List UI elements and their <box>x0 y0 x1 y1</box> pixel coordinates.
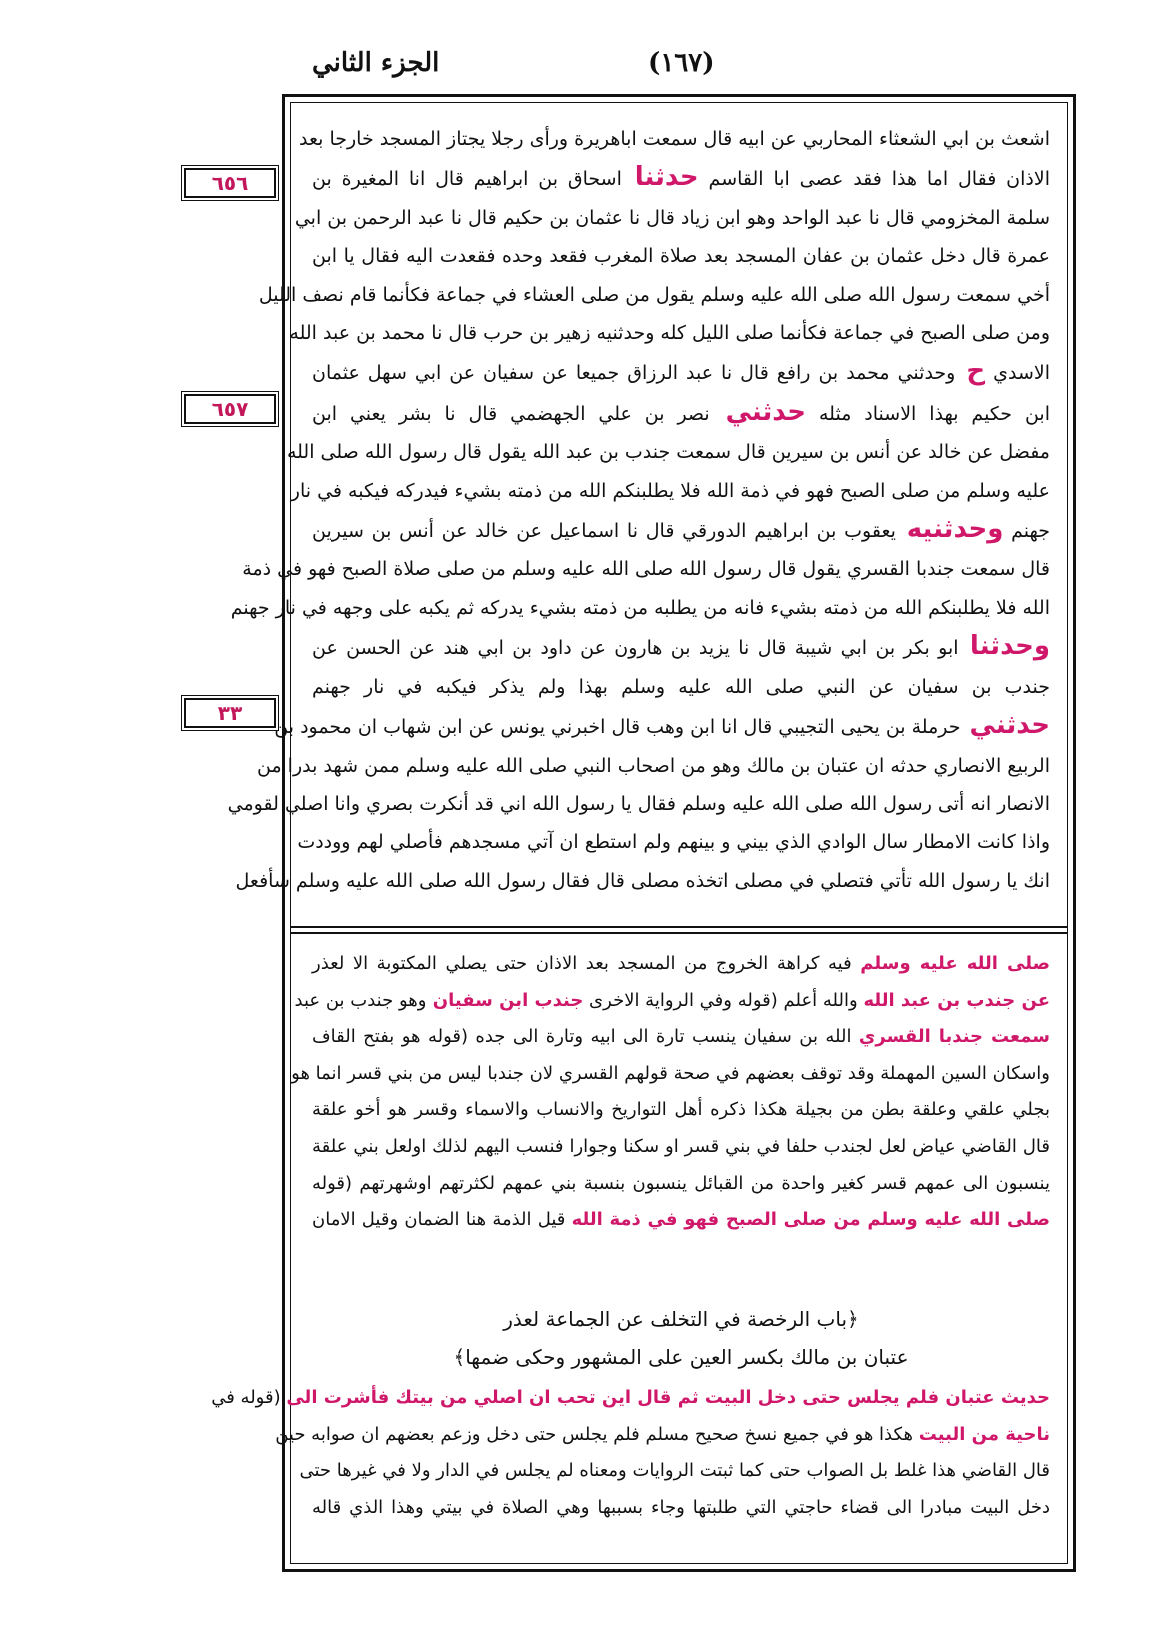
hadith-line <box>235 862 1050 900</box>
hadith-line <box>286 433 1050 471</box>
text-run: الله فلا يطلبنكم الله من ذمته بشيء فانه من يطلبه من ذمته بشيء يدركه ثم يكبه على وجهه في نار جهنم <box>230 596 1050 619</box>
highlighted-quote: سمعت جندبا القسري <box>858 1026 1050 1048</box>
hadith-line <box>257 747 1050 785</box>
chain-keyword: حدثني <box>960 710 1050 741</box>
text-run: الربيع الانصاري حدثه ان عتبان بن مالك وهو من اصحاب النبي صلى الله عليه وسلم ممن شهد بدرا من <box>257 754 1050 777</box>
hadith-number-box: ٦٥٧ <box>184 394 276 424</box>
hadith-number-box: ٣٣ <box>184 698 276 728</box>
chain-keyword: ح <box>955 356 986 387</box>
commentary-text <box>291 946 1050 1239</box>
text-run: حرملة بن يحيى التجيبي قال انا ابن وهب قال اخبرني يونس عن ابن شهاب ان محمود بن <box>274 716 961 739</box>
text-run: ومن صلى الصبح في جماعة فكأنما صلى الليل كله وحدثنيه زهير بن حرب قال نا محمد بن عبد الله <box>289 322 1050 345</box>
commentary-line <box>312 946 1050 983</box>
text-run: قال القاضي عياض لعل لجندب حلفا في بني قسر او سكنا وجوارا فنسب اليهم لذلك اولعل بني علقة <box>312 1135 1050 1157</box>
text-run: عمرة قال دخل عثمان بن عفان المسجد بعد صلاة المغرب فقعد وحده فقعدت اليه فقال يا ابن <box>312 245 1050 268</box>
highlighted-quote: عن جندب بن عبد الله <box>863 989 1050 1011</box>
chain-keyword: وحدثنا <box>958 631 1050 662</box>
text-run: الله بن سفيان ينسب تارة الى ابيه وتارة الى جده (قوله <box>427 1026 852 1048</box>
text-run: وحدثني محمد بن رافع قال نا عبد الرزاق جميعا عن سفيان عن ابي سهل عثمان <box>312 362 956 385</box>
commentary-line <box>312 1202 1050 1239</box>
text-run: جندب بن سفيان عن النبي صلى الله عليه وسلم بهذا ولم يذكر فيكبه في نار جهنم <box>312 675 1050 698</box>
chain-keyword: حدثني <box>709 396 807 427</box>
text-run: اشعث بن ابي الشعثاء المحاربي عن ابيه قال سمعت اباهريرة ورأى رجلا يجتاز المسجد خارجا بعد <box>298 128 1050 150</box>
chain-keyword: وحدثنيه <box>895 514 1004 545</box>
highlighted-quote: صلى الله عليه وسلم من صلى الصبح فهو في ذمة الله <box>571 1209 1050 1231</box>
highlighted-quote: صلى الله عليه وسلم <box>860 953 1050 974</box>
text-run: فيه كراهة الخروج من المسجد بعد الاذان حتى يصلي المكتوبة الا لعذر <box>312 953 852 974</box>
text-run: قيل الذمة هنا الضمان وقيل الامان <box>312 1209 566 1231</box>
text-run: عليه وسلم من صلى الصبح فهو في ذمة الله فلا يطلبنكم الله من ذمته بشيء فيدركه فيكبه في نار <box>290 479 1050 502</box>
hadith-line <box>297 823 1050 861</box>
hadith-line <box>227 785 1050 823</box>
text-run: يعقوب بن ابراهيم الدورقي قال نا اسماعيل عن خالد عن أنس بن سيرين <box>312 520 896 543</box>
chapter-heading <box>312 1300 1050 1376</box>
commentary-text-2 <box>211 1380 1050 1526</box>
highlighted-quote: ناحية من البيت <box>918 1423 1050 1445</box>
text-run: الانصار انه أتى رسول الله صلى الله عليه وسلم فقال يا رسول الله اني قد أنكرت بصري وانا اصلي لقومي <box>227 792 1050 815</box>
text-run: ابن حكيم بهذا الاسناد مثله <box>818 402 1050 425</box>
highlighted-quote: حديث عتبان فلم يجلس حتى دخل البيت ثم قال اين تحب ان اصلي من بيتك فأشرت الى <box>286 1387 1050 1408</box>
chain-keyword: حدثنا <box>621 162 699 193</box>
hadith-number-box: ٦٥٦ <box>184 168 276 198</box>
commentary-line <box>299 1453 1050 1490</box>
text-run: وفي الرواية الاخرى <box>589 989 732 1011</box>
text-run: بجلي علقي وعلقة بطن من بجيلة هكذا ذكره أهل التواريخ والانساب والاسماء وقسر هو أخو علقة <box>312 1099 1050 1121</box>
text-run: أخي سمعت رسول الله صلى الله عليه وسلم يقول من صلى العشاء في جماعة فكأنما قام نصف الليل <box>258 283 1050 306</box>
hadith-line <box>289 314 1050 352</box>
text-run: ابو بكر بن ابي شيبة قال نا يزيد بن هارون عن داود بن ابي هند عن الحسن عن <box>312 637 959 660</box>
text-run: ينسبون الى عمهم قسر كغير واحدة من القبائل ينسبون بنسبة بني عمهم لكثرتهم اوشهرتهم (قوله <box>312 1172 1050 1194</box>
text-run: نصر بن علي الجهضمي قال نا بشر يعني ابن <box>312 402 710 425</box>
hadith-line <box>242 550 1050 588</box>
commentary-line <box>312 1092 1050 1129</box>
text-run: واذا كانت الامطار سال الوادي الذي بيني و بينهم ولم استطع ان آتي مسجدهم فأصلي لهم ووددت <box>297 831 1050 854</box>
chapter-heading-line-1: ﴿باب الرخصة في التخلف عن الجماعة لعذر <box>503 1307 859 1331</box>
text-run: انك يا رسول الله تأتي فتصلي في مصلى اتخذه مصلى قال فقال رسول الله صلى الله عليه وسلم سأفعل <box>235 869 1050 892</box>
text-run: هو بفتح القاف <box>312 1026 421 1048</box>
text-run: واسكان السين المهملة وقد توقف بعضهم في صحة قولهم القسري لان جندبا ليس من بني قسر انما هو <box>291 1062 1050 1084</box>
text-run: (قوله في <box>211 1387 281 1408</box>
hadith-line <box>294 199 1050 237</box>
highlighted-quote: جندب ابن سفيان <box>426 989 584 1011</box>
text-run: جهنم <box>1011 520 1051 543</box>
text-run: وهو جندب بن عبد <box>294 989 427 1011</box>
hadith-line <box>298 120 1050 158</box>
text-run: قال سمعت جندبا القسري يقول قال رسول الله صلى الله عليه وسلم من صلى صلاة الصبح فهو في ذمة <box>242 558 1050 581</box>
chapter-heading-line-2: عتبان بن مالك بكسر العين على المشهور وحكى ضمها﴾ <box>453 1345 909 1369</box>
hadith-line <box>312 158 1050 198</box>
hadith-line <box>274 706 1050 746</box>
text-run: دخل البيت مبادرا الى قضاء حاجتي التي طلبتها وجاء بسببها وهي الصلاة في بيتي وهذا الذي قاله <box>312 1496 1050 1518</box>
text-run: مفضل عن خالد عن أنس بن سيرين قال سمعت جندب بن عبد الله يقول قال رسول الله صلى الله <box>286 441 1050 464</box>
hadith-line <box>230 589 1050 627</box>
text-run: الاذان فقال اما هذا فقد عصى ابا القاسم <box>708 168 1050 191</box>
commentary-line <box>291 1056 1050 1093</box>
commentary-line <box>275 1417 1050 1454</box>
commentary-line <box>312 1166 1050 1203</box>
hadith-line <box>312 627 1050 667</box>
commentary-line <box>312 1129 1050 1166</box>
text-run: والله أعلم (قوله <box>737 989 858 1011</box>
commentary-line <box>312 1019 1050 1056</box>
hadith-line <box>312 510 1050 550</box>
text-run: اسحاق بن ابراهيم قال انا المغيرة بن <box>312 168 622 191</box>
text-run: سلمة المخزومي قال نا عبد الواحد وهو ابن زياد قال نا عثمان بن حكيم قال نا عبد الرحمن بن ابي <box>294 206 1050 229</box>
page-header-volume: الجزء الثاني <box>312 48 440 78</box>
hadith-line <box>290 472 1050 510</box>
hadith-line <box>258 276 1050 314</box>
commentary-line <box>312 1490 1050 1527</box>
hadith-line <box>312 237 1050 275</box>
text-run: هكذا هو في جميع نسخ صحيح مسلم فلم يجلس حتى دخل وزعم بعضهم ان صوابه حين <box>275 1423 913 1445</box>
hadith-line <box>312 668 1050 706</box>
commentary-line <box>211 1380 1050 1417</box>
text-run: الاسدي <box>993 362 1050 385</box>
hadith-line <box>312 393 1050 433</box>
page-number: (١٦٧) <box>648 48 715 78</box>
hadith-line <box>312 352 1050 392</box>
commentary-line <box>294 983 1050 1020</box>
text-run: قال القاضي هذا غلط بل الصواب حتى كما ثبتت الروايات ومعناه لم يجلس في الدار ولا في غيرها حتى <box>299 1460 1050 1482</box>
section-divider <box>290 926 1068 934</box>
